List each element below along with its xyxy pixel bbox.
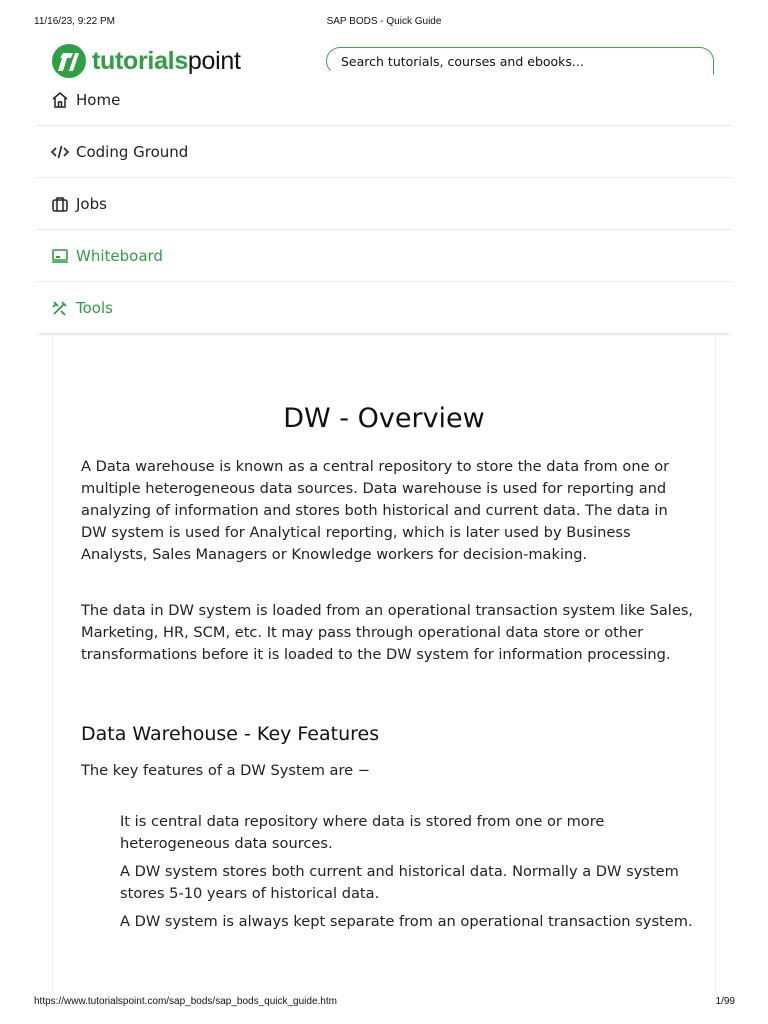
code-icon	[50, 143, 70, 161]
nav-label-home: Home	[76, 90, 121, 109]
nav-item-home[interactable]	[36, 74, 732, 126]
nav-item-whiteboard[interactable]	[36, 230, 732, 282]
list-item: A DW system stores both current and historical data. Normally a DW system stores 5-10 years of historical data.	[120, 863, 679, 902]
features-intro: The key features of a DW System are −	[81, 762, 371, 779]
page-number: 1/99	[715, 996, 735, 1007]
search-box	[326, 47, 714, 75]
logo-text-tutorials: tutorials	[92, 47, 188, 75]
home-icon	[50, 91, 70, 109]
main-nav	[36, 74, 732, 333]
nav-item-jobs[interactable]	[36, 178, 732, 230]
nav-item-coding-ground[interactable]	[36, 126, 732, 178]
tutorialspoint-logo-icon	[52, 44, 86, 78]
nav-label-jobs: Jobs	[76, 194, 107, 213]
print-datetime: 11/16/23, 9:22 PM	[34, 16, 115, 27]
intro-paragraph: A Data warehouse is known as a central repository to store the data from one or multiple heterogeneous data sources. Data warehouse is used for reporting and analyzing of information and stores both historical and current data. The data in DW system is used for Analytical reporting, which is later used by Business Analysts, Sales Managers or Knowledge workers for decision-making.	[81, 458, 670, 563]
search-input[interactable]	[327, 48, 701, 74]
logo-wordmark	[92, 44, 241, 78]
list-item: It is central data repository where data is stored from one or more heterogeneous data sources.	[120, 813, 605, 852]
site-logo[interactable]	[52, 44, 241, 78]
nav-item-tools[interactable]	[36, 282, 732, 333]
nav-label-coding-ground: Coding Ground	[76, 142, 189, 161]
print-header	[0, 16, 768, 30]
tools-icon	[50, 299, 70, 317]
nav-label-whiteboard: Whiteboard	[76, 246, 163, 265]
logo-text-point: point	[187, 47, 241, 75]
nav-label-tools: Tools	[76, 298, 113, 317]
list-item: A DW system is always kept separate from an operational transaction system.	[120, 913, 693, 930]
page-title: DW - Overview	[283, 403, 485, 434]
whiteboard-icon	[50, 247, 70, 265]
print-page-title: SAP BODS - Quick Guide	[326, 16, 442, 27]
print-footer	[0, 996, 768, 1010]
briefcase-icon	[50, 195, 70, 213]
print-url: https://www.tutorialspoint.com/sap_bods/sap_bods_quick_guide.htm	[34, 996, 337, 1007]
loading-paragraph: The data in DW system is loaded from an operational transaction system like Sales, Marketing, HR, SCM, etc. It may pass through operational data store or other transformations before it is loaded to the DW system for information processing.	[81, 602, 694, 663]
section-heading: Data Warehouse - Key Features	[81, 723, 380, 745]
features-list	[120, 811, 700, 939]
